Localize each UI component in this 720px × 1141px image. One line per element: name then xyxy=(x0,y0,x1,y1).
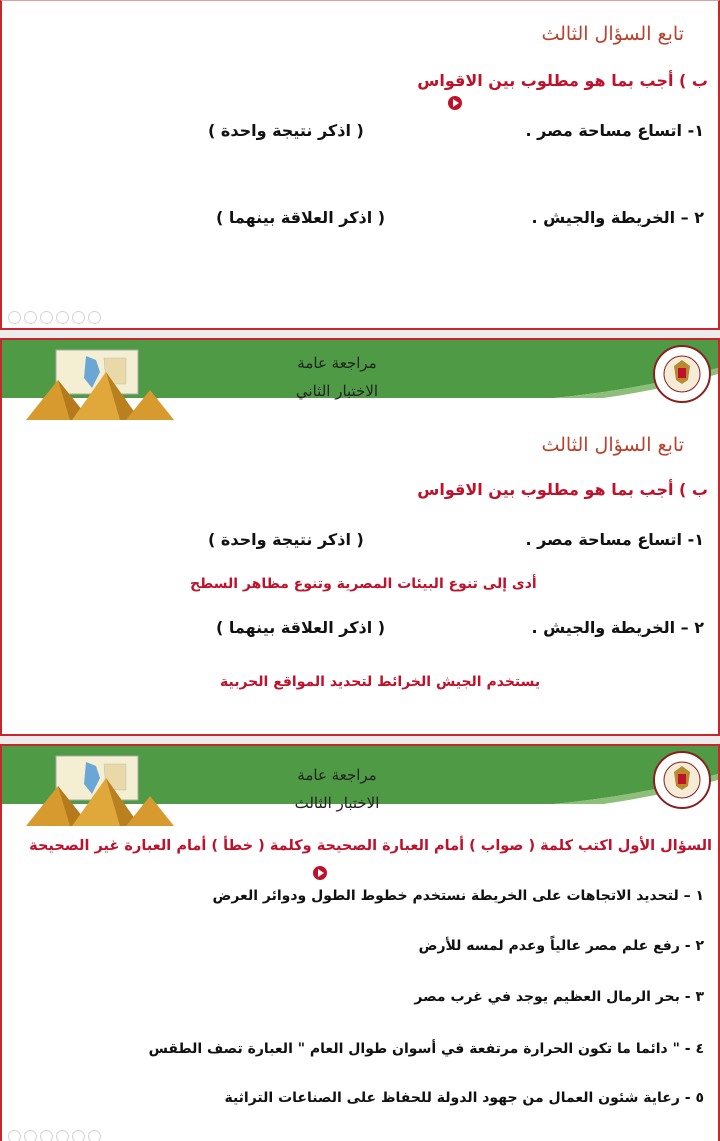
question-instruction: السؤال الأول اكتب كلمة ( صواب ) أمام العبارة الصحيحة وكلمة ( خطأ ) أمام العبارة غير الصحيحة xyxy=(29,838,712,854)
header-exam: الاختبار الثالث xyxy=(294,794,380,812)
prev-icon[interactable] xyxy=(8,1130,21,1141)
slide-2 xyxy=(0,338,720,736)
slide-gap xyxy=(0,736,720,744)
question-2: ٢ – الخريطة والجيش . xyxy=(531,208,704,227)
next-icon[interactable] xyxy=(24,1130,37,1141)
grid-icon[interactable] xyxy=(56,1130,69,1141)
slide-toolbar[interactable] xyxy=(8,311,101,324)
header-title: مراجعة عامة xyxy=(297,766,377,784)
slide-title: تابع السؤال الثالث xyxy=(541,23,684,45)
zoom-icon[interactable] xyxy=(72,1130,85,1141)
pen-icon[interactable] xyxy=(40,311,53,324)
next-icon[interactable] xyxy=(24,311,37,324)
slide-gap xyxy=(0,330,720,338)
pen-icon[interactable] xyxy=(40,1130,53,1141)
grid-icon[interactable] xyxy=(56,311,69,324)
question-2-hint: ( اذكر العلاقة بينهما ) xyxy=(216,208,386,227)
question-2: ٢ – الخريطة والجيش . xyxy=(531,618,704,637)
statement-item: ١ – لتحديد الاتجاهات على الخريطة نستخدم خطوط الطول ودوائر العرض xyxy=(212,888,704,904)
statement-item: ٤ - " دائما ما تكون الحرارة مرتفعة في أسوان طوال العام " العبارة تصف الطقس xyxy=(148,1041,704,1057)
slide-1 xyxy=(0,0,720,330)
question-1: ١- اتساع مساحة مصر . xyxy=(525,530,704,549)
more-icon[interactable] xyxy=(88,1130,101,1141)
header-title: مراجعة عامة xyxy=(297,354,377,372)
question-1-hint: ( اذكر نتيجة واحدة ) xyxy=(208,530,364,549)
slide-subtitle: ب ) أجب بما هو مطلوب بين الاقواس xyxy=(417,71,708,90)
question-2-hint: ( اذكر العلاقة بينهما ) xyxy=(216,618,386,637)
statement-item: ٣ - بحر الرمال العظيم يوجد في غرب مصر xyxy=(414,989,704,1005)
statement-item: ٥ - رعاية شئون العمال من جهود الدولة للحفاظ على الصناعات التراثية xyxy=(224,1090,704,1106)
slide-toolbar[interactable] xyxy=(8,1130,101,1141)
question-1: ١- اتساع مساحة مصر . xyxy=(525,121,704,140)
ministry-emblem-icon xyxy=(652,750,712,810)
slide-3 xyxy=(0,744,720,1141)
ministry-emblem-icon xyxy=(652,344,712,404)
more-icon[interactable] xyxy=(88,311,101,324)
slide-subtitle: ب ) أجب بما هو مطلوب بين الاقواس xyxy=(417,480,708,499)
answer-2: يستخدم الجيش الخرائط لتحديد المواقع الحربية xyxy=(220,674,541,690)
play-icon[interactable] xyxy=(448,96,462,110)
pyramids-icon xyxy=(26,348,176,422)
question-1-hint: ( اذكر نتيجة واحدة ) xyxy=(208,121,364,140)
zoom-icon[interactable] xyxy=(72,311,85,324)
slide-title: تابع السؤال الثالث xyxy=(541,434,684,456)
prev-icon[interactable] xyxy=(8,311,21,324)
header-exam: الاختبار الثاني xyxy=(295,382,379,400)
statement-item: ٢ - رفع علم مصر عالياً وعدم لمسه للأرض xyxy=(418,938,704,954)
pyramids-icon xyxy=(26,754,176,828)
play-icon[interactable] xyxy=(313,866,327,880)
answer-1: أدى إلى تنوع البيئات المصرية وتنوع مظاهر السطح xyxy=(190,576,537,592)
